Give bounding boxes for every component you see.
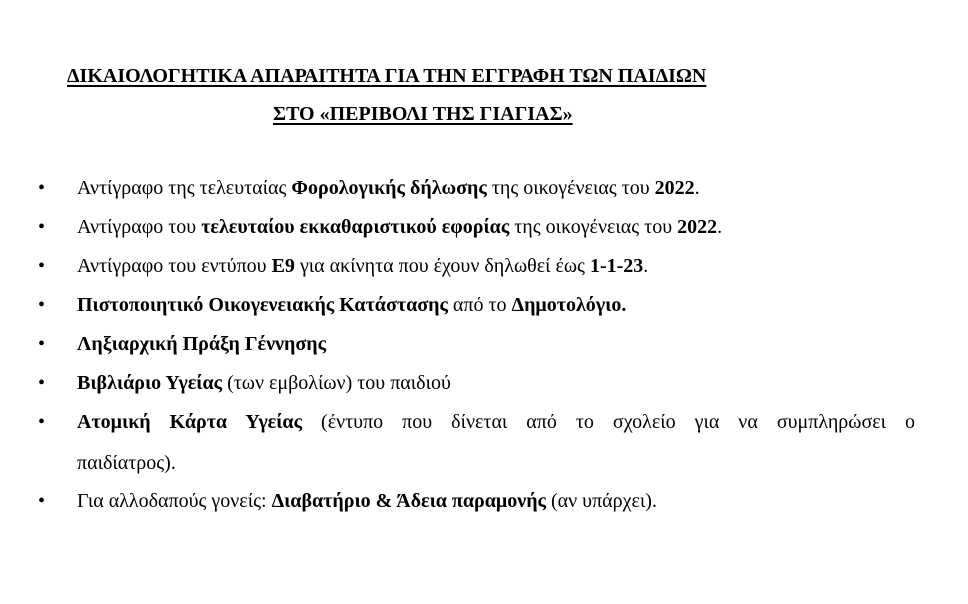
bullet-icon: • [38, 411, 46, 433]
list-item-text: Αντίγραφο του εντύπου Ε9 για ακίνητα που έχουν δηλωθεί έως 1-1-23. [77, 255, 649, 277]
document-title-line-1: ΔΙΚΑΙΟΛΟΓΗΤΙΚΑ ΑΠΑΡΑΙΤΗΤΑ ΓΙΑ ΤΗΝ ΕΓΓΡΑΦΗ ΤΩΝ ΠΑΙΔΙΩΝ [67, 65, 707, 87]
bullet-icon: • [38, 294, 46, 316]
bullet-icon: • [38, 177, 46, 199]
list-item-text: Αντίγραφο του τελευταίου εκκαθαριστικού εφορίας της οικογένειας του 2022. [77, 216, 723, 238]
list-item-text-continued: παιδίατρος). [77, 452, 176, 474]
list-item-text: Πιστοποιητικό Οικογενειακής Κατάστασης από το Δημοτολόγιο. [77, 294, 627, 316]
list-item-text: Ατομική Κάρτα Υγείας (έντυπο που δίνεται από το σχολείο για να συμπληρώσει ο [77, 411, 916, 433]
list-item-text: Βιβλιάριο Υγείας (των εμβολίων) του παιδιού [77, 372, 451, 394]
bullet-icon: • [38, 216, 46, 238]
list-item-text: Αντίγραφο της τελευταίας Φορολογικής δήλωσης της οικογένειας του 2022. [77, 177, 700, 199]
bullet-icon: • [38, 255, 46, 277]
list-item-text: Ληξιαρχική Πράξη Γέννησης [77, 333, 327, 355]
list-item-text: Για αλλοδαπούς γονείς: Διαβατήριο & Άδεια παραμονής (αν υπάρχει). [77, 490, 657, 512]
bullet-icon: • [38, 333, 46, 355]
document-title-line-2: ΣΤΟ «ΠΕΡΙΒΟΛΙ ΤΗΣ ΓΙΑΓΙΑΣ» [273, 103, 573, 125]
bullet-icon: • [38, 490, 46, 512]
bullet-icon: • [38, 372, 46, 394]
